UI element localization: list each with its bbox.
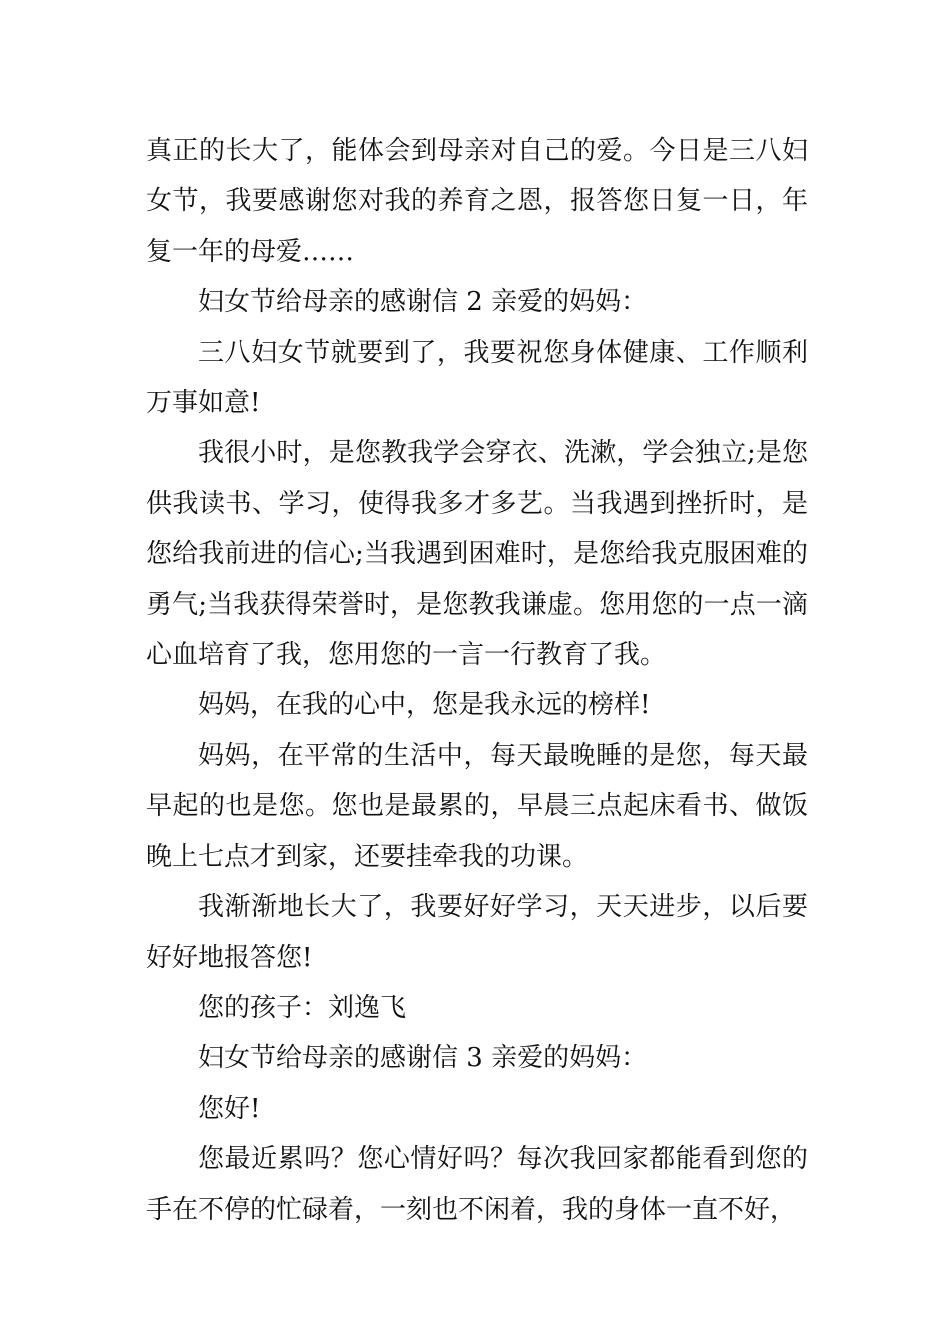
paragraph-continuation: 真正的长大了，能体会到母亲对自己的爱。今日是三八妇女节，我要感谢您对我的养育之恩，报答您日复一日，年复一年的母爱…… [146,136,808,267]
paragraph: 妈妈，在平常的生活中，每天最晚睡的是您，每天最早起的也是您。您也是最累的，早晨三点起床看书、做饭晚上七点才到家，还要挂牵我的功课。 [146,740,808,872]
letter-3-heading: 妇女节给母亲的感谢信 3 亲爱的妈妈： [198,1043,648,1074]
letter-signature: 您的孩子：刘逸飞 [198,992,407,1023]
paragraph: 三八妇女节就要到了，我要祝您身体健康、工作顺利万事如意! [146,337,808,419]
paragraph: 我很小时，是您教我学会穿衣、洗漱，学会独立;是您供我读书、学习，使得我多才多艺。当我遇到挫折时，是您给我前进的信心;当我遇到困难时，是您给我克服困难的勇气;当我获得荣誉时，是您教我谦虚。您用您的一点一滴心血培育了我，您用您的一言一行教育了我。 [146,438,808,671]
letter-2-heading: 妇女节给母亲的感谢信 2 亲爱的妈妈： [198,287,648,318]
greeting: 您好! [198,1093,261,1124]
paragraph: 您最近累吗？您心情好吗？每次我回家都能看到您的手在不停的忙碌着，一刻也不闲着，我的身体一直不好， [146,1144,808,1225]
paragraph: 妈妈，在我的心中，您是我永远的榜样! [198,690,651,721]
document-page [146,126,808,1235]
paragraph: 我渐渐地长大了，我要好好学习，天天进步，以后要好好地报答您! [146,892,808,973]
